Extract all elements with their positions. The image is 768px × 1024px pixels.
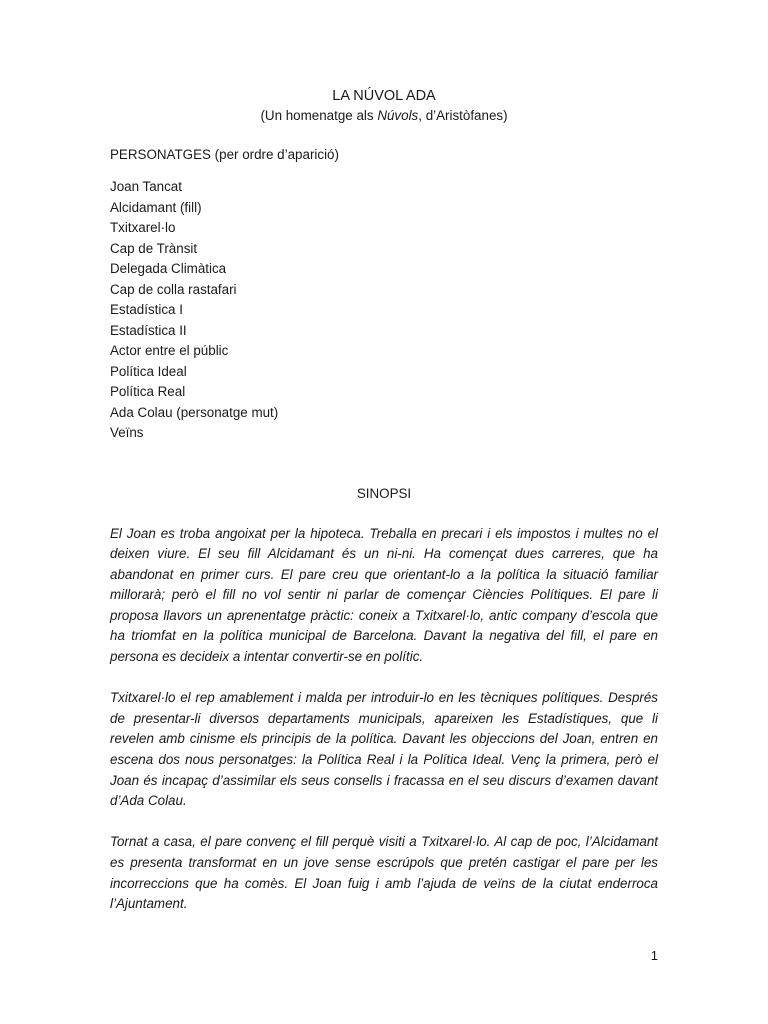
subtitle-suffix: , d’Aristòfanes) <box>418 108 508 123</box>
document-subtitle <box>110 106 658 126</box>
cast-item: Veïns <box>110 425 144 440</box>
cast-item: Ada Colau (personatge mut) <box>110 404 279 420</box>
cast-item: Política Real <box>110 384 186 399</box>
cast-list <box>110 177 658 444</box>
cast-item: Alcidamant (fill) <box>110 199 202 215</box>
subtitle-prefix: (Un homenatge als <box>260 108 378 123</box>
cast-item: Cap de Trànsit <box>110 240 198 256</box>
cast-item: Txitxarel·lo <box>110 220 176 235</box>
synopsis-paragraph: Txitxarel·lo el rep amablement i malda per introduir-lo en les tècniques polítiques. Després de presentar-li diversos departaments municipals, apareixen les Estadístiques, que li revelen amb cinisme els principis de la política. Davant les objeccions del Joan, entren en escena dos nous personatges: la Política Real i la Política Ideal. Venç la primera, però el Joan és incapaç d’assimilar els seus consells i fracassa en el seu discurs d’examen davant d’Ada Colau. <box>110 690 658 809</box>
cast-item: Estadística I <box>110 302 183 317</box>
cast-item: Cap de colla rastafari <box>110 281 237 297</box>
synopsis-heading: SINOPSI <box>356 485 412 501</box>
cast-item: Joan Tancat <box>110 179 182 194</box>
subtitle-italic: Núvols <box>377 108 419 123</box>
synopsis-paragraph: Tornat a casa, el pare convenç el fill perquè visiti a Txitxarel·lo. Al cap de poc, l’Alcidamant es presenta transformat en un jove sense escrúpols que pretén castigar el pare per les incorreccions que ha comès. El Joan fuig i amb l’ajuda de veïns de la ciutat enderroca l’Ajuntament. <box>110 834 658 912</box>
cast-item: Estadística II <box>110 322 187 338</box>
synopsis-paragraph: El Joan es troba angoixat per la hipoteca. Treballa en precari i els impostos i multes no el deixen viure. El seu fill Alcidamant és un ni-ni. Ha començat dues carreres, que ha abandonat en primer curs. El pare creu que orientant-lo a la política la situació familiar millorarà; però el fill no vol sentir ni parlar de començar Ciències Polítiques. El pare li proposa llavors un aprenentatge pràctic: coneix a Txitxarel·lo, antic company d’escola que ha triomfat en la política municipal de Barcelona. Davant la negativa del fill, el pare en persona es decideix a intentar convertir-se en polític. <box>110 525 658 665</box>
cast-item: Política Ideal <box>110 363 187 379</box>
document-title: LA NÚVOL ADA <box>332 88 436 104</box>
cast-heading: PERSONATGES (per ordre d’aparició) <box>110 147 339 162</box>
page-number: 1 <box>650 948 658 963</box>
cast-item: Delegada Climàtica <box>110 261 227 276</box>
document-page <box>110 86 658 935</box>
cast-item: Actor entre el públic <box>110 343 229 358</box>
